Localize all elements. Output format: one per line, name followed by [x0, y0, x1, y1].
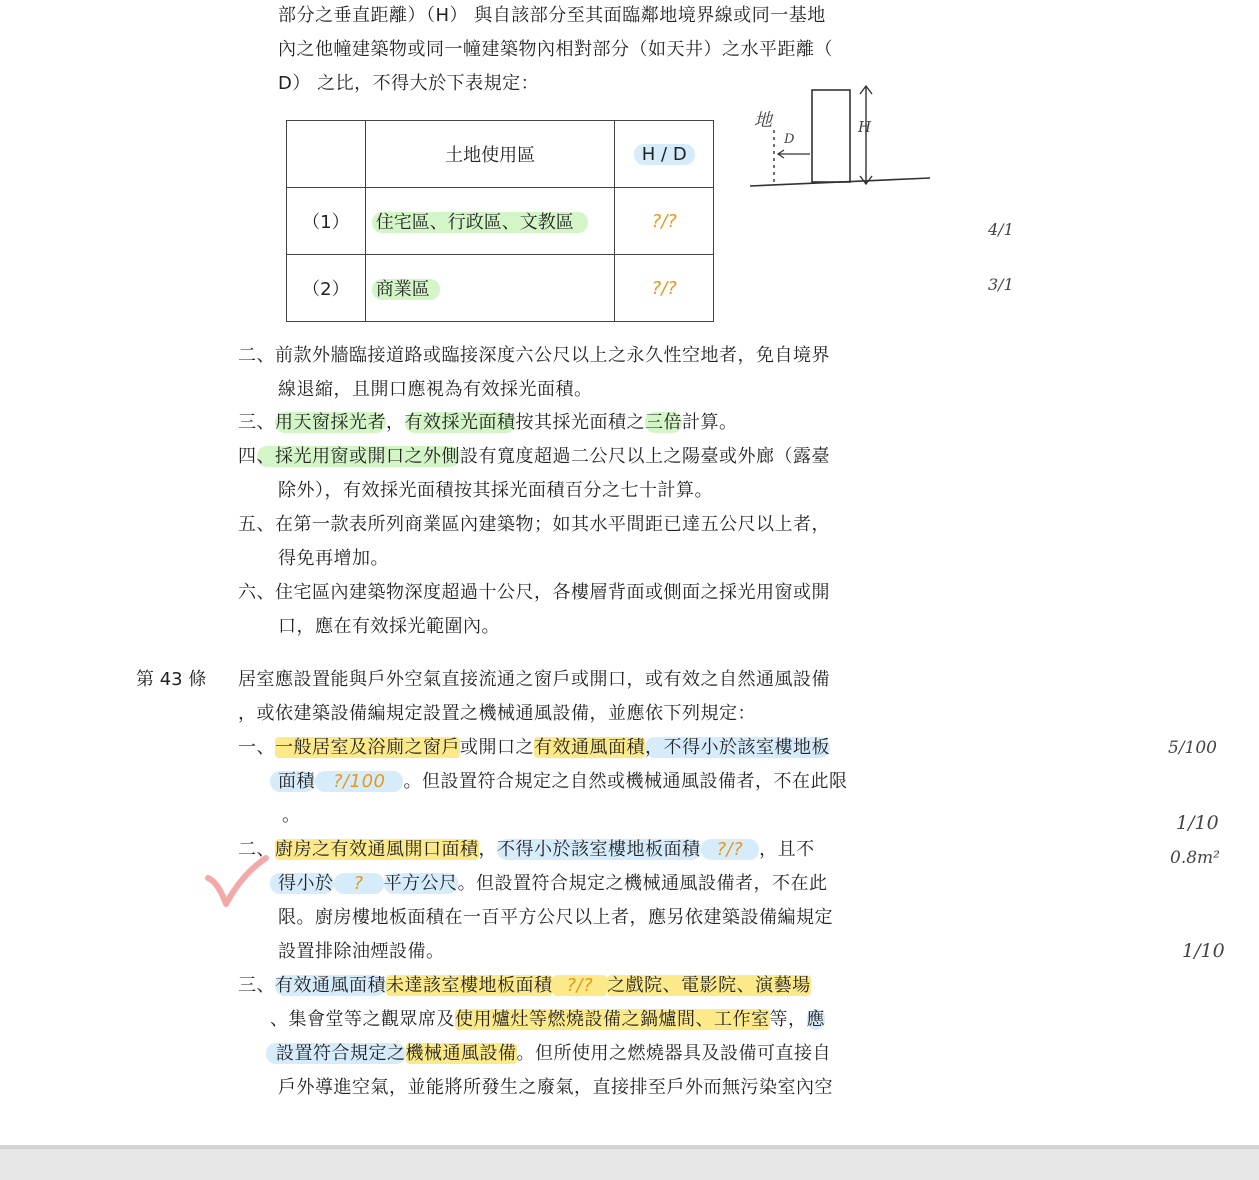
bottom-scroll-bar[interactable] — [0, 1145, 1259, 1180]
margin-note-2: 3/1 — [988, 275, 1014, 294]
article-line-1: 居室應設置能與戶外空氣直接流通之窗戶或開口，或有效之自然通風設備 — [238, 669, 830, 690]
intro-line-3: D） 之比，不得大於下表規定： — [278, 73, 540, 94]
table-header-row — [287, 121, 714, 188]
table-row-number: （1） — [287, 188, 366, 255]
table-row-ratio: ?/? — [615, 188, 714, 255]
item-5-line-2: 得免再增加。 — [278, 548, 389, 569]
article-item-3-line-4: 戶外導進空氣，並能將所發生之廢氣，直接排至戶外而無污染室內空 — [278, 1077, 833, 1098]
item-2-line-2: 線退縮，且開口應視為有效採光面積。 — [278, 379, 593, 400]
table-header-zone: 土地使用區 — [365, 121, 615, 188]
sketch-label-d: D — [784, 132, 795, 147]
item-2-line-1: 二、前款外牆臨接道路或臨接深度六公尺以上之永久性空地者，免自境界 — [238, 345, 830, 366]
article-item-3-line-1: 三、有效通風面積未達該室樓地板面積 ?/? 之戲院、電影院、演藝場 — [238, 975, 811, 996]
table-row-zone: 住宅區、行政區、文教區 — [365, 188, 615, 255]
item-4-line-1: 四、採光用窗或開口之外側設有寬度超過二公尺以上之陽臺或外廊（露臺 — [238, 446, 830, 467]
article-item-3-line-3: 設置符合規定之機械通風設備。但所使用之燃燒器具及設備可直接自 — [266, 1042, 831, 1066]
item-4-line-2: 除外），有效採光面積按其採光面積百分之七十計算。 — [278, 480, 713, 501]
item-5-line-1: 五、在第一款表所列商業區內建築物；如其水平間距已達五公尺以上者， — [238, 514, 830, 535]
article-item-3-line-2: 、集會堂等之觀眾席及使用爐灶等燃燒設備之鍋爐間、工作室等，應 — [270, 1009, 825, 1030]
table-row-ratio: ?/? — [615, 255, 714, 322]
article-item-1-line-2: 面積 ?/100 。但設置符合規定之自然或機械通風設備者，不在此限 — [270, 770, 847, 794]
table-row-zone: 商業區 — [365, 255, 615, 322]
intro-line-2: 內之他幢建築物或同一幢建築物內相對部分（如天井）之水平距離（ — [278, 39, 833, 60]
article-item-2-line-3: 限。廚房樓地板面積在一百平方公尺以上者，應另依建築設備編規定 — [278, 907, 833, 928]
sketch-label-h: H — [858, 118, 872, 136]
article-item-2-line-2: 得小於 ? 平方公尺。但設置符合規定之機械通風設備者，不在此 — [270, 872, 828, 896]
margin-note-6: 1/10 — [1182, 940, 1225, 962]
article-item-2-line-1: 二、廚房之有效通風開口面積，不得小於該室樓地板面積 ?/? ，且不 — [238, 839, 815, 860]
margin-note-3: 5/100 — [1168, 738, 1217, 758]
checkmark-icon — [202, 852, 272, 912]
item-6-line-2: 口，應在有效採光範圍內。 — [278, 616, 500, 637]
table-row-number: （2） — [287, 255, 366, 322]
sketch-label-land: 地 — [754, 110, 772, 131]
article-item-1-line-3: 。 — [282, 805, 301, 826]
article-item-1-line-1: 一、一般居室及浴廁之窗戶或開口之有效通風面積，不得小於該室樓地板 — [238, 737, 830, 758]
table-row — [287, 188, 714, 255]
table-row — [287, 255, 714, 322]
article-number: 第 43 條 — [136, 669, 207, 690]
margin-note-1: 4/1 — [988, 220, 1014, 239]
intro-line-1: 部分之垂直距離）（H） 與自該部分至其面臨鄰地境界線或同一基地 — [278, 5, 826, 26]
margin-note-5: 0.8m² — [1170, 848, 1220, 868]
article-item-2-line-4: 設置排除油煙設備。 — [278, 941, 445, 962]
article-line-2: ，或依建築設備編規定設置之機械通風設備，並應依下列規定： — [238, 703, 756, 724]
item-3-line-1: 三、用天窗採光者，有效採光面積按其採光面積之三倍計算。 — [238, 412, 738, 433]
table-header-blank — [287, 121, 366, 188]
margin-note-4: 1/10 — [1176, 812, 1219, 834]
building-sketch — [740, 80, 940, 190]
item-6-line-1: 六、住宅區內建築物深度超過十公尺，各樓層背面或側面之採光用窗或開 — [238, 582, 830, 603]
hd-ratio-table — [286, 120, 714, 322]
table-header-ratio: H / D — [615, 121, 714, 188]
